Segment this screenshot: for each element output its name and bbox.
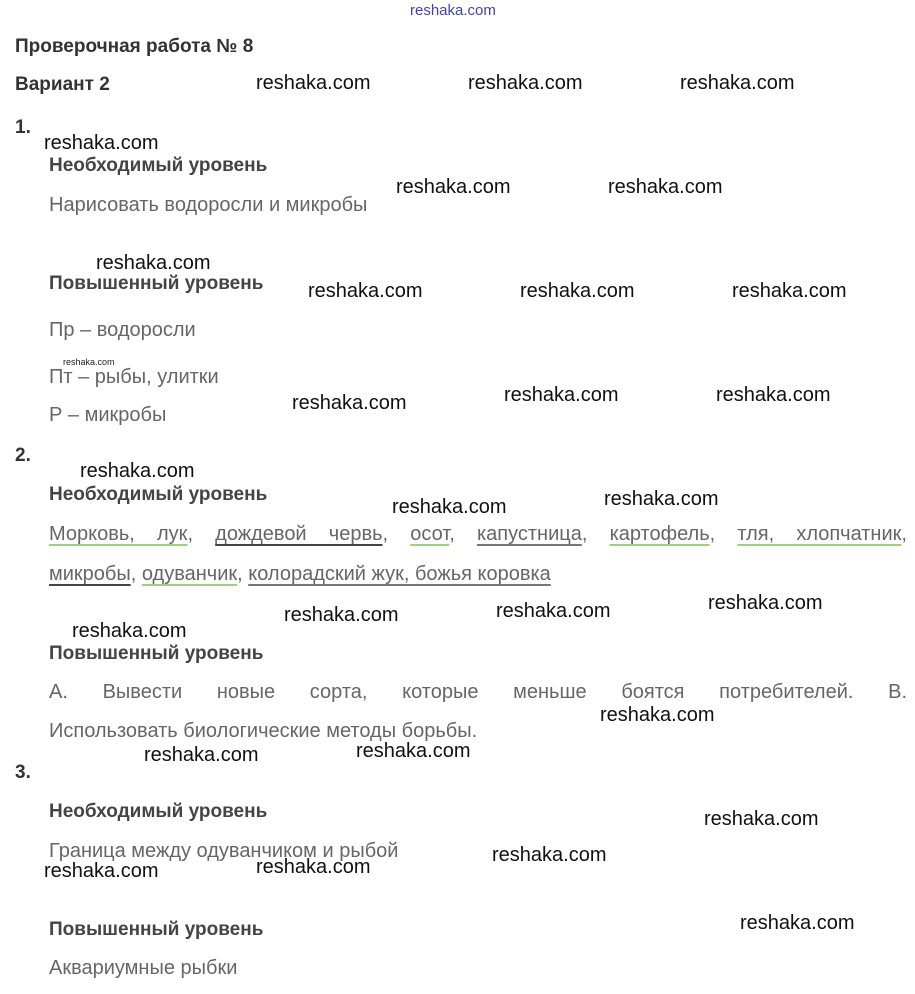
task-2-basic-label: Необходимый уровень xyxy=(49,484,268,505)
item-oduvanchik: одуванчик xyxy=(141,563,238,585)
item-koloradskiy-zhuk: колорадский жук, божья коровка xyxy=(248,563,551,585)
comma: , xyxy=(237,563,249,585)
item-morkov-luk: Морковь, лук xyxy=(49,523,188,545)
comma: , xyxy=(581,523,610,545)
watermark: reshaka.com xyxy=(492,844,607,866)
watermark: reshaka.com xyxy=(604,488,719,510)
item-mikroby: микробы xyxy=(49,563,131,585)
item-dozhdevoy-cherv: дождевой червь xyxy=(215,523,383,545)
item-kartofel: картофель xyxy=(609,523,710,545)
watermark: reshaka.com xyxy=(96,252,211,274)
page-title: Проверочная работа № 8 xyxy=(15,36,254,57)
watermark: reshaka.com xyxy=(256,856,371,878)
task-1-basic-label: Необходимый уровень xyxy=(49,155,268,176)
task-2-advanced-line-2: Использовать биологические методы борьбы. xyxy=(49,720,478,742)
item-tlya-hlopchatnik: тля, хлопчатник xyxy=(737,523,902,545)
watermark: reshaka.com xyxy=(44,860,159,882)
task-3-number: 3. xyxy=(15,762,31,783)
task-3-advanced-label: Повышенный уровень xyxy=(49,919,264,940)
watermark: reshaka.com xyxy=(284,604,399,626)
task-1-advanced-line-3: Р – микробы xyxy=(49,404,167,426)
watermark: reshaka.com xyxy=(356,740,471,762)
watermark-small: reshaka.com xyxy=(63,357,115,367)
task-3-advanced-text: Аквариумные рыбки xyxy=(49,957,238,979)
watermark: reshaka.com xyxy=(496,600,611,622)
item-kapustnitsa: капустница xyxy=(476,523,582,545)
task-2-advanced-line-1: А. Вывести новые сорта, которые меньше боятся потребителей. В. xyxy=(49,681,907,703)
top-watermark: reshaka.com xyxy=(410,2,496,19)
watermark: reshaka.com xyxy=(144,744,259,766)
watermark: reshaka.com xyxy=(608,176,723,198)
task-2-advanced-label: Повышенный уровень xyxy=(49,643,264,664)
comma: , xyxy=(130,563,142,585)
task-3-basic-label: Необходимый уровень xyxy=(49,801,268,822)
task-1-number: 1. xyxy=(15,117,31,138)
item-osot: осот xyxy=(410,523,450,545)
watermark: reshaka.com xyxy=(80,460,195,482)
watermark: reshaka.com xyxy=(520,280,635,302)
watermark: reshaka.com xyxy=(44,132,159,154)
task-1-advanced-line-2: Пт – рыбы, улитки xyxy=(49,366,219,388)
comma: , xyxy=(709,523,738,545)
watermark: reshaka.com xyxy=(308,280,423,302)
watermark: reshaka.com xyxy=(468,72,583,94)
watermark: reshaka.com xyxy=(504,384,619,406)
watermark: reshaka.com xyxy=(600,704,715,726)
watermark: reshaka.com xyxy=(740,912,855,934)
task-2-basic-items-line-1 xyxy=(49,523,907,546)
task-2-number: 2. xyxy=(15,445,31,466)
task-1-advanced-line-1: Пр – водоросли xyxy=(49,319,196,341)
watermark: reshaka.com xyxy=(732,280,847,302)
task-1-basic-text: Нарисовать водоросли и микробы xyxy=(49,194,368,216)
task-3-basic-text: Граница между одуванчиком и рыбой xyxy=(49,840,399,862)
watermark: reshaka.com xyxy=(716,384,831,406)
watermark: reshaka.com xyxy=(396,176,511,198)
watermark: reshaka.com xyxy=(704,808,819,830)
watermark: reshaka.com xyxy=(292,392,407,414)
task-1-advanced-label: Повышенный уровень xyxy=(49,273,264,294)
watermark: reshaka.com xyxy=(680,72,795,94)
comma: , xyxy=(187,523,216,545)
comma: , xyxy=(901,523,907,545)
variant-label: Вариант 2 xyxy=(15,74,110,95)
comma: , xyxy=(382,523,411,545)
watermark: reshaka.com xyxy=(72,620,187,642)
task-2-basic-items-line-2 xyxy=(49,563,907,586)
comma: , xyxy=(449,523,477,545)
watermark: reshaka.com xyxy=(392,496,507,518)
watermark: reshaka.com xyxy=(708,592,823,614)
watermark: reshaka.com xyxy=(256,72,371,94)
